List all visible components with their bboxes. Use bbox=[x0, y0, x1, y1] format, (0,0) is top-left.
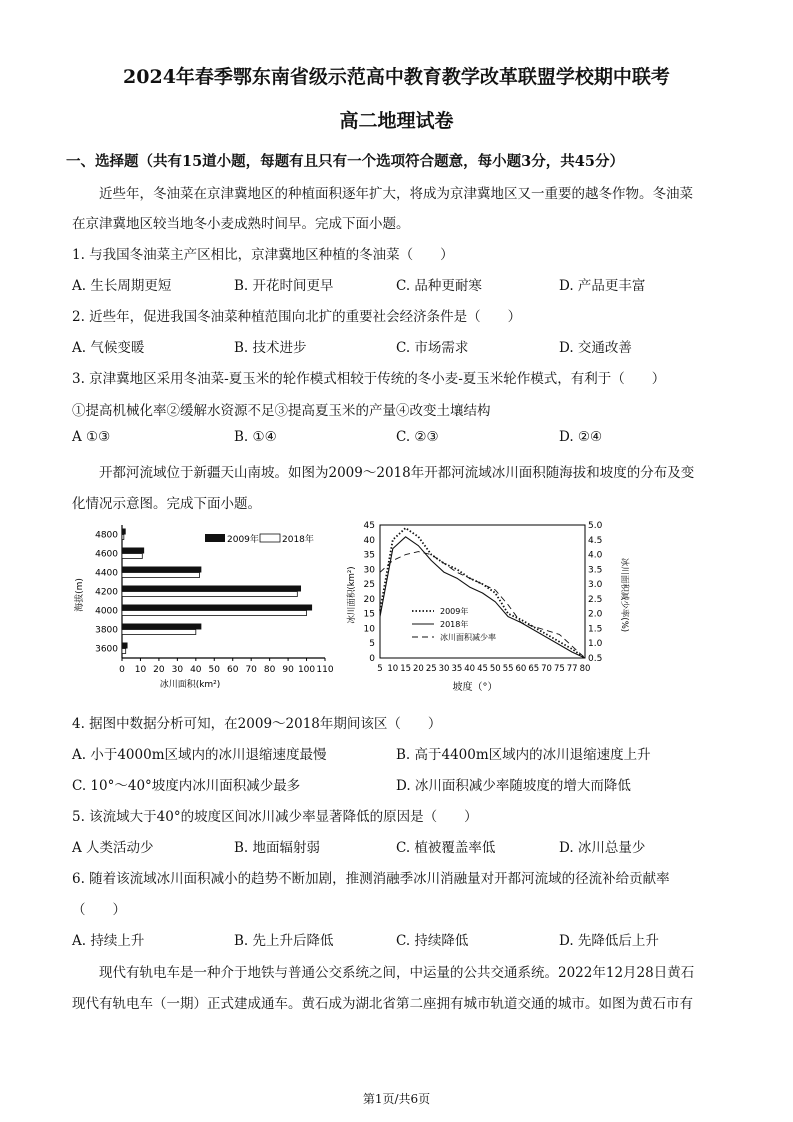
q3-option-a: A ①③ bbox=[72, 429, 111, 445]
bar-2018 bbox=[122, 535, 124, 540]
passage2-line2: 化情况示意图。完成下面小题。 bbox=[72, 496, 261, 512]
y-tick-label: 4800 bbox=[95, 530, 118, 541]
q2-option-d: D. 交通改善 bbox=[559, 340, 632, 356]
q5-option-c: C. 植被覆盖率低 bbox=[396, 840, 496, 856]
q1-option-a: A. 生长周期更短 bbox=[72, 278, 172, 294]
x-tick-label: 55 bbox=[502, 664, 514, 674]
y-left-tick-label: 35 bbox=[363, 550, 375, 561]
y-tick-label: 4600 bbox=[95, 549, 118, 560]
q5-option-d: D. 冰川总量少 bbox=[559, 840, 646, 856]
q2-option-c: C. 市场需求 bbox=[396, 340, 469, 356]
q5-stem: 5. 该流域大于40°的坡度区间冰川减少率显著降低的原因是（ ） bbox=[72, 809, 478, 825]
exam-subtitle: 高二地理试卷 bbox=[339, 110, 454, 132]
slope-line-chart bbox=[340, 515, 630, 695]
y-right-tick-label: 2.0 bbox=[588, 609, 603, 620]
y-left-tick-label: 5 bbox=[369, 639, 375, 650]
y-right-tick-label: 5.0 bbox=[588, 521, 603, 531]
x-tick-label: 80 bbox=[579, 664, 591, 674]
x-tick-label: 10 bbox=[387, 664, 399, 674]
bar-2009 bbox=[122, 643, 128, 649]
x-tick-label: 75 bbox=[553, 664, 565, 674]
y-left-tick-label: 30 bbox=[363, 565, 375, 576]
y-left-tick-label: 25 bbox=[363, 580, 375, 591]
passage3-line2: 现代有轨电车（一期）正式建成通车。黄石成为湖北省第二座拥有城市轨道交通的城市。如图为黄石市有 bbox=[72, 996, 693, 1012]
q6-paren: （ ） bbox=[72, 902, 126, 918]
x-tick-label: 90 bbox=[282, 665, 294, 675]
bar-2018 bbox=[122, 611, 307, 616]
bar-2009 bbox=[122, 548, 144, 554]
q3-stem: 3. 京津冀地区采用冬油菜-夏玉米的轮作模式相较于传统的冬小麦-夏玉米轮作模式，有利于（ ） bbox=[72, 371, 666, 387]
bar-2009 bbox=[122, 567, 201, 573]
q1-option-b: B. 开花时间更早 bbox=[234, 278, 334, 294]
page-footer: 第1页/共6页 bbox=[362, 1092, 431, 1106]
y-left-tick-label: 20 bbox=[363, 594, 375, 605]
x-tick-label: 25 bbox=[425, 664, 437, 674]
y-right-tick-label: 1.0 bbox=[588, 639, 603, 650]
x-tick-label: 100 bbox=[297, 665, 316, 675]
passage1-line2: 在京津冀地区较当地冬小麦成熟时间早。完成下面小题。 bbox=[72, 216, 410, 232]
passage3-line1: 现代有轨电车是一种介于地铁与普通公交系统之间，中运量的公共交通系统。2022年12月28日黄石 bbox=[99, 965, 695, 981]
x-tick-label: 5 bbox=[377, 664, 383, 674]
section-heading: 一、选择题（共有15道小题，每题有且只有一个选项符合题意，每小题3分，共45分） bbox=[66, 153, 624, 170]
q2-option-a: A. 气候变暖 bbox=[72, 340, 145, 356]
y-right-tick-label: 3.5 bbox=[588, 565, 603, 576]
legend-label: 2018年 bbox=[440, 620, 469, 629]
y-left-tick-label: 15 bbox=[363, 609, 375, 620]
x-tick-label: 30 bbox=[438, 664, 450, 674]
y-left-tick-label: 10 bbox=[363, 624, 375, 635]
x-tick-label: 65 bbox=[528, 664, 540, 674]
y-tick-label: 3800 bbox=[95, 625, 118, 636]
x-axis-title: 冰川面积(km²) bbox=[159, 680, 221, 690]
bar-chart-plot bbox=[73, 525, 334, 690]
q2-option-b: B. 技术进步 bbox=[234, 340, 307, 356]
y-right-tick-label: 4.5 bbox=[588, 535, 603, 546]
x-tick-label: 50 bbox=[489, 664, 501, 674]
bar-2018 bbox=[122, 573, 200, 578]
x-tick-label: 70 bbox=[541, 664, 552, 674]
legend-label-2009: 2009年 bbox=[227, 535, 259, 545]
bar-2009 bbox=[122, 529, 126, 535]
q6-option-d: D. 先降低后上升 bbox=[559, 933, 659, 949]
x-axis-title: 坡度（°） bbox=[452, 682, 498, 693]
q3-option-c: C. ②③ bbox=[396, 429, 439, 445]
x-tick-label: 80 bbox=[263, 665, 276, 675]
q1-option-c: C. 品种更耐寒 bbox=[396, 278, 482, 294]
y-right-tick-label: 4.0 bbox=[588, 550, 603, 561]
x-tick-label: 0 bbox=[119, 665, 125, 675]
q6-option-a: A. 持续上升 bbox=[72, 933, 145, 949]
x-tick-label: 35 bbox=[451, 664, 463, 674]
y-tick-label: 3600 bbox=[95, 644, 118, 655]
passage2-line1: 开都河流域位于新疆天山南坡。如图为2009～2018年开都河流域冰川面积随海拔和坡度的分布及变 bbox=[99, 465, 695, 481]
q5-option-b: B. 地面辐射弱 bbox=[234, 840, 321, 856]
q6-option-c: C. 持续降低 bbox=[396, 933, 469, 949]
exam-title: 2024年春季鄂东南省级示范高中教育教学改革联盟学校期中联考 bbox=[123, 66, 670, 88]
y-left-axis-title: 冰川面积(km²) bbox=[347, 566, 357, 624]
y-axis-title: 海拔(m) bbox=[75, 578, 85, 612]
q3-option-d: D. ②④ bbox=[559, 429, 603, 445]
legend-swatch-2018 bbox=[260, 534, 280, 542]
bar-2018 bbox=[122, 592, 297, 597]
q1-option-d: D. 产品更丰富 bbox=[559, 278, 646, 294]
y-tick-label: 4200 bbox=[95, 587, 118, 598]
y-right-axis-title: 冰川面积减少率(%) bbox=[619, 557, 629, 633]
bar-2009 bbox=[122, 605, 312, 611]
q6-stem: 6. 随着该流域冰川面积减小的趋势不断加剧，推测消融季冰川消融量对开都河流域的径流补给贡献率 bbox=[72, 871, 670, 887]
q4-option-b: B. 高于4400m区域内的冰川退缩速度上升 bbox=[396, 747, 651, 763]
y-left-tick-label: 45 bbox=[363, 521, 375, 531]
legend-label-2018: 2018年 bbox=[282, 535, 314, 545]
bar-2009 bbox=[122, 586, 301, 592]
q4-option-a: A. 小于4000m区域内的冰川退缩速度最慢 bbox=[72, 747, 327, 763]
x-tick-label: 30 bbox=[171, 665, 184, 675]
y-tick-label: 4400 bbox=[95, 568, 118, 579]
legend-swatch-2009 bbox=[205, 534, 225, 542]
q1-stem: 1. 与我国冬油菜主产区相比，京津冀地区种植的冬油菜（ ） bbox=[72, 247, 454, 263]
y-right-tick-label: 3.0 bbox=[588, 580, 603, 591]
y-right-tick-label: 0.5 bbox=[588, 654, 603, 664]
q3-option-b: B. ①④ bbox=[234, 429, 277, 445]
q4-option-c: C. 10°～40°坡度内冰川面积减少最多 bbox=[72, 778, 301, 794]
x-tick-label: 20 bbox=[153, 665, 165, 675]
line-chart-plot bbox=[346, 521, 630, 693]
q6-option-b: B. 先上升后降低 bbox=[234, 933, 334, 949]
x-tick-label: 77 bbox=[566, 664, 578, 674]
x-tick-label: 60 bbox=[227, 665, 239, 675]
bar-2009 bbox=[122, 624, 201, 630]
x-tick-label: 45 bbox=[477, 664, 488, 674]
x-tick-label: 60 bbox=[515, 664, 527, 674]
bar-2018 bbox=[122, 630, 196, 635]
q5-option-a: A 人类活动少 bbox=[72, 840, 154, 856]
x-tick-label: 40 bbox=[190, 665, 202, 675]
legend-label: 冰川面积减少率 bbox=[440, 633, 496, 642]
x-tick-label: 110 bbox=[316, 665, 334, 675]
y-right-tick-label: 1.5 bbox=[588, 624, 603, 635]
y-right-tick-label: 2.5 bbox=[588, 594, 603, 605]
q4-option-d: D. 冰川面积减少率随坡度的增大而降低 bbox=[396, 778, 631, 794]
y-left-tick-label: 40 bbox=[363, 535, 375, 546]
q4-stem: 4. 据图中数据分析可知，在2009～2018年期间该区（ ） bbox=[72, 716, 442, 732]
legend-label: 2009年 bbox=[440, 607, 469, 616]
x-tick-label: 50 bbox=[208, 665, 220, 675]
passage1-line1: 近些年，冬油菜在京津冀地区的种植面积逐年扩大，将成为京津冀地区又一重要的越冬作物。冬油菜 bbox=[99, 186, 693, 202]
x-tick-label: 70 bbox=[245, 665, 257, 675]
q3-items: ①提高机械化率②缓解水资源不足③提高夏玉米的产量④改变土壤结构 bbox=[72, 403, 491, 419]
altitude-bar-chart bbox=[70, 515, 345, 695]
x-tick-label: 10 bbox=[134, 665, 147, 675]
bar-2018 bbox=[122, 554, 142, 559]
y-tick-label: 4000 bbox=[95, 606, 118, 617]
x-tick-label: 15 bbox=[400, 664, 412, 674]
q2-stem: 2. 近些年，促进我国冬油菜种植范围向北扩的重要社会经济条件是（ ） bbox=[72, 309, 522, 325]
x-tick-label: 20 bbox=[413, 664, 424, 674]
bar-2018 bbox=[122, 649, 126, 654]
y-left-tick-label: 0 bbox=[369, 654, 375, 664]
x-tick-label: 40 bbox=[464, 664, 476, 674]
